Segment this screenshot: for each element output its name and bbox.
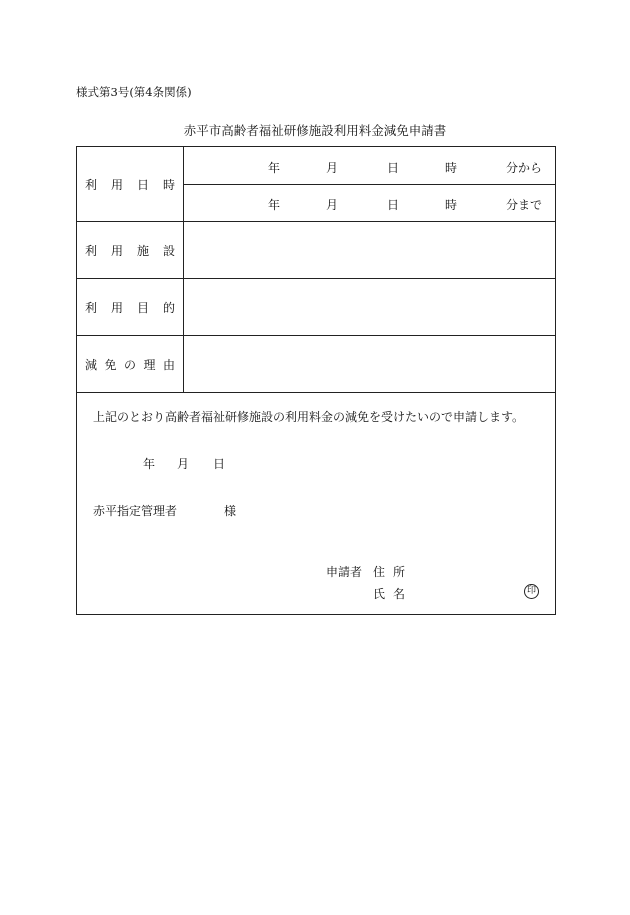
usage-purpose-label: 利用目的	[77, 279, 184, 335]
exemption-reason-label: 減免の理由	[77, 336, 184, 392]
usage-datetime-field[interactable]	[184, 147, 555, 221]
application-form	[76, 146, 556, 615]
to-year-unit: 年	[268, 198, 281, 212]
exemption-reason-field[interactable]	[184, 336, 555, 392]
row-usage-datetime	[77, 147, 555, 222]
row-usage-facility	[77, 222, 555, 279]
to-hour-unit: 時	[445, 198, 458, 212]
from-day-unit: 日	[387, 161, 400, 175]
application-year-unit: 年	[143, 457, 156, 471]
applicant-role-label: 申請者	[326, 565, 363, 579]
applicant-address-label: 住所	[373, 565, 414, 579]
datetime-from-line[interactable]	[184, 147, 555, 185]
from-year-unit: 年	[268, 161, 281, 175]
usage-purpose-field[interactable]	[184, 279, 555, 335]
to-minute-unit: 分まで	[506, 198, 543, 212]
addressee-honorific: 様	[224, 504, 237, 518]
seal-icon: 印	[524, 584, 539, 599]
row-exemption-reason	[77, 336, 555, 393]
from-month-unit: 月	[326, 161, 339, 175]
form-number: 様式第3号(第4条関係)	[76, 85, 192, 99]
from-minute-unit: 分から	[506, 161, 543, 175]
usage-facility-field[interactable]	[184, 222, 555, 278]
to-month-unit: 月	[326, 198, 339, 212]
application-month-unit: 月	[177, 457, 190, 471]
usage-facility-label: 利用施設	[77, 222, 184, 278]
declaration-text: 上記のとおり高齢者福祉研修施設の利用料金の減免を受けたいので申請します。	[93, 410, 525, 424]
row-usage-purpose	[77, 279, 555, 336]
applicant-name-label: 氏名	[373, 587, 414, 601]
from-hour-unit: 時	[445, 161, 458, 175]
application-day-unit: 日	[213, 457, 226, 471]
document-title: 赤平市高齢者福祉研修施設利用料金減免申請書	[183, 123, 447, 138]
addressee: 赤平指定管理者	[93, 504, 178, 518]
datetime-to-line[interactable]	[184, 184, 555, 221]
to-day-unit: 日	[387, 198, 400, 212]
usage-datetime-label: 利用日時	[77, 147, 184, 221]
